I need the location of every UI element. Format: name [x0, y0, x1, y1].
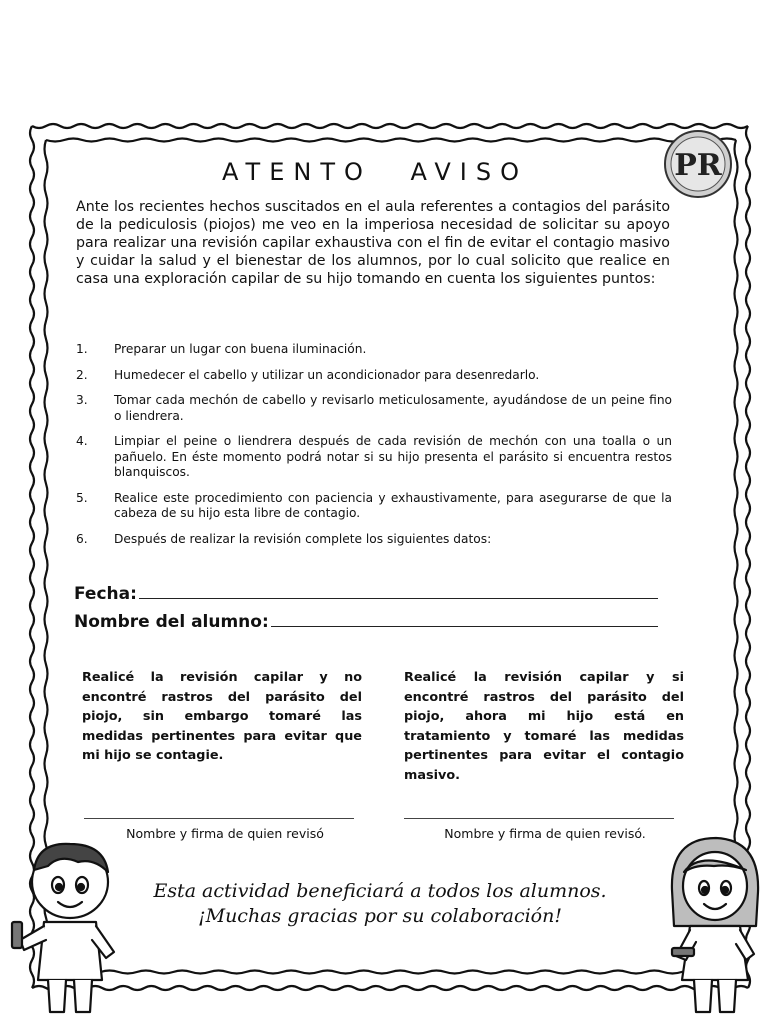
- option-lice-found: Realicé la revisión capilar y si encontré rastros del parásito del piojo, ahora mi hijo está en tratamiento y tomaré las medidas pertinentes para evitar el contagio masivo.: [404, 670, 684, 783]
- step-number: 3.: [76, 393, 88, 407]
- girl-with-comb-icon: [660, 830, 768, 1020]
- student-name-label: Nombre del alumno:: [74, 612, 269, 632]
- step-number: 2.: [76, 367, 88, 382]
- step-number: 6.: [76, 531, 88, 546]
- pr-logo-icon: [662, 128, 734, 200]
- step-text: Realice este procedimiento con paciencia y exhaustivamente, para asegurarse de que la cabeza de su hijo esta libre de contagio.: [114, 490, 672, 520]
- list-item: [76, 393, 672, 424]
- date-field[interactable]: [74, 584, 658, 604]
- footer-line-1: Esta actividad beneficiará a todos los alumnos.: [153, 880, 607, 902]
- date-label: Fecha:: [74, 584, 137, 604]
- option-no-lice: Realicé la revisión capilar y no encontré rastros del parásito del piojo, sin embargo tomaré las medidas pertinentes para evitar que mi hijo se contagie.: [82, 670, 362, 763]
- list-item: [76, 532, 672, 548]
- date-line[interactable]: [139, 584, 658, 599]
- boy-with-comb-icon: [8, 830, 128, 1020]
- step-number: 5.: [76, 490, 88, 505]
- signature-caption-right: Nombre y firma de quien revisó.: [444, 826, 646, 841]
- list-item: [76, 434, 672, 481]
- border-segment: [32, 124, 748, 128]
- step-number: 4.: [76, 434, 88, 448]
- border-segment: [46, 971, 736, 974]
- step-text: Tomar cada mechón de cabello y revisarlo meticulosamente, ayudándose de un peine fino o liendrera.: [114, 393, 672, 423]
- step-text: Preparar un lugar con buena iluminación.: [114, 342, 367, 356]
- list-item: [76, 491, 672, 522]
- intro-paragraph: Ante los recientes hechos suscitados en el aula referentes a contagios del parásito de la pediculosis (piojos) me veo en la imperiosa necesidad de solicitar su apoyo para realizar una revisión capilar exhaustiva con el fin de evitar el contagio masivo y cuidar la salud y el bienestar de los alumnos, por lo cual solicito que realice en casa una exploración capilar de su hijo tomando en cuenta los siguientes puntos:: [76, 199, 670, 287]
- step-text: Después de realizar la revisión complete los siguientes datos:: [114, 531, 492, 546]
- signature-line-left[interactable]: [84, 818, 354, 819]
- steps-list: [76, 340, 672, 547]
- logo-text: PR: [674, 148, 722, 183]
- border-segment: [46, 139, 736, 142]
- step-text: Humedecer el cabello y utilizar un acondicionador para desenredarlo.: [114, 367, 540, 382]
- signature-caption-left: Nombre y firma de quien revisó: [126, 826, 324, 841]
- signature-line-right[interactable]: [404, 818, 674, 819]
- border-segment: [32, 986, 748, 990]
- list-item: [76, 368, 672, 384]
- student-name-line[interactable]: [271, 612, 658, 627]
- student-name-field[interactable]: [74, 612, 658, 632]
- page-title: ATENTO AVISO: [221, 158, 528, 186]
- footer-line-2: ¡Muchas gracias por su colaboración!: [197, 905, 562, 927]
- step-number: 1.: [76, 342, 88, 356]
- step-text: Limpiar el peine o liendrera después de cada revisión de mechón con una toalla o un pañuelo. En éste momento podrá notar si su hijo presenta el parásito si encuentra restos blanquiscos.: [114, 434, 672, 479]
- list-item: [76, 342, 672, 358]
